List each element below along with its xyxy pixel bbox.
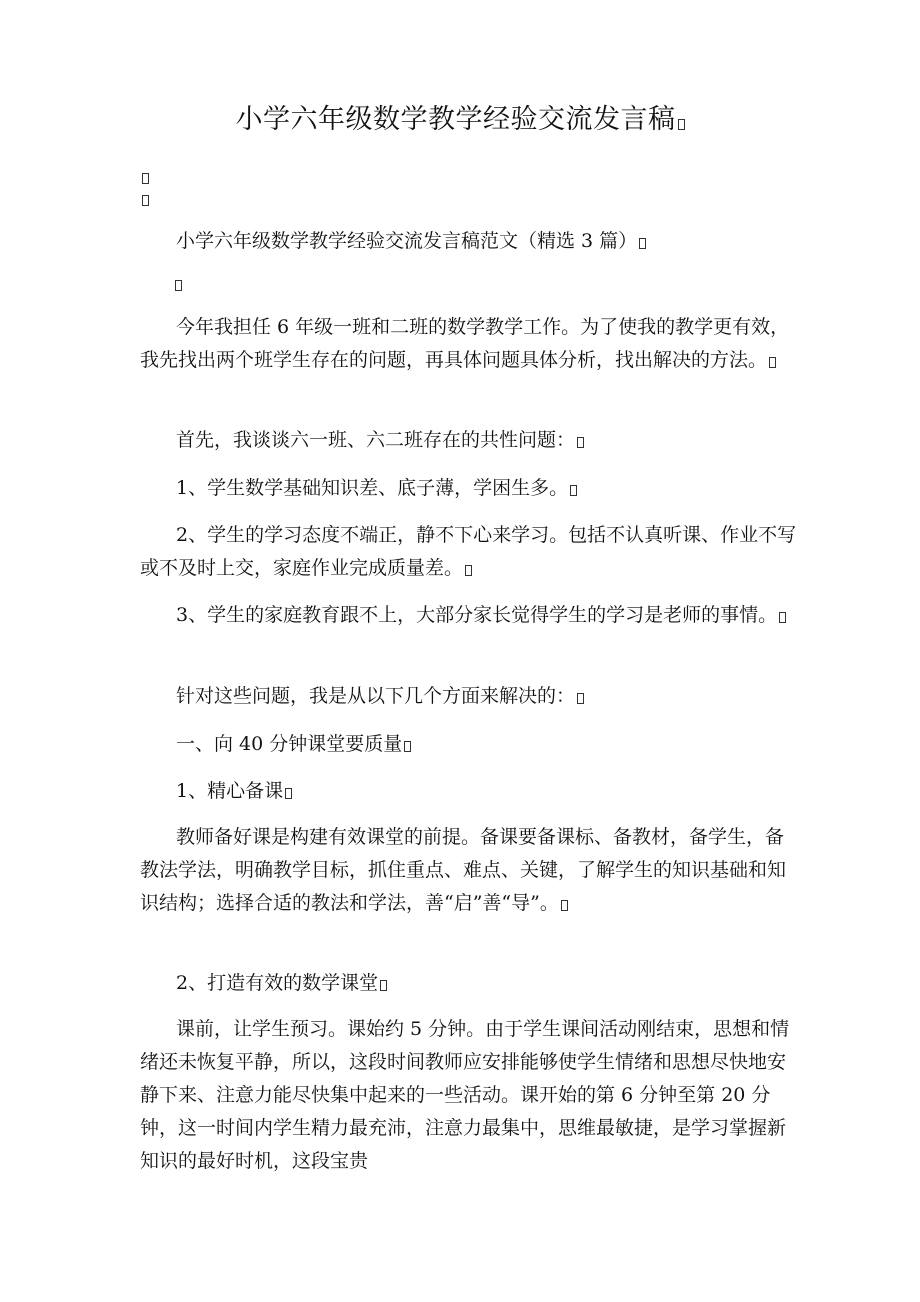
paragraph-subtitle: 小学六年级数学教学经验交流发言稿范文（精选 3 篇） (140, 225, 800, 258)
paragraph-mark-icon (678, 119, 685, 130)
paragraph-mark-icon (779, 612, 786, 623)
paragraph-mark-icon (465, 565, 472, 576)
paragraph-mark-icon (380, 980, 387, 991)
paragraph-effective-class: 课前，让学生预习。课始约 5 分钟。由于学生课间活动刚结束，思想和情绪还未恢复平静，所以，这段时间教师应安排能够使学生情绪和思想尽快地安静下来、注意力能尽快集中起来的一些活动。课开始的第 6 分钟至第 20 分钟，这一时间内学生精力最充沛，注意力最集中，思维最敏捷，是学习掌握新知识的最好时机，这段宝贵 (140, 1018, 790, 1172)
paragraph-mark-icon (142, 195, 149, 206)
title-text: 小学六年级数学教学经验交流发言稿 (235, 104, 676, 135)
paragraph-mark-icon (142, 173, 149, 184)
paragraph-common-problems: 首先，我谈谈六一班、六二班存在的共性问题： (140, 424, 800, 457)
paragraph-mark-icon (570, 485, 577, 496)
document-title (0, 102, 920, 138)
heading-section-1: 一、向 40 分钟课堂要质量 (140, 728, 800, 761)
heading-subsection-2: 2、打造有效的数学课堂 (140, 967, 800, 1000)
paragraph-mark-icon (577, 437, 584, 448)
paragraph-problem-1: 1、学生数学基础知识差、底子薄，学困生多。 (140, 472, 800, 505)
paragraph-mark-icon (639, 238, 646, 249)
paragraph-mark-icon (577, 693, 584, 704)
paragraph-problem-2: 2、学生的学习态度不端正，静不下心来学习。包括不认真听课、作业不写或不及时上交，家庭作业完成质量差。 (140, 524, 797, 579)
paragraph-mark-icon (404, 741, 411, 752)
paragraph-lesson-prep: 教师备好课是构建有效课堂的前提。备课要备课标、备教材，备学生，备教法学法，明确教学目标，抓住重点、难点、关键，了解学生的知识基础和知识结构；选择合适的教法和学法，善“启”善“导”。 (140, 826, 787, 914)
paragraph-problem-3: 3、学生的家庭教育跟不上，大部分家长觉得学生的学习是老师的事情。 (140, 599, 800, 632)
paragraph-mark-icon (561, 900, 568, 911)
paragraph-solutions-intro: 针对这些问题，我是从以下几个方面来解决的： (140, 680, 800, 713)
paragraph-mark-icon (769, 357, 776, 368)
heading-subsection-1: 1、精心备课 (140, 775, 800, 808)
paragraph-intro: 今年我担任 6 年级一班和二班的数学教学工作。为了使我的教学更有效，我先找出两个班学生存在的问题，再具体问题具体分析，找出解决的方法。 (140, 316, 790, 371)
paragraph-mark-icon (285, 788, 292, 799)
paragraph-mark-icon (175, 280, 182, 291)
